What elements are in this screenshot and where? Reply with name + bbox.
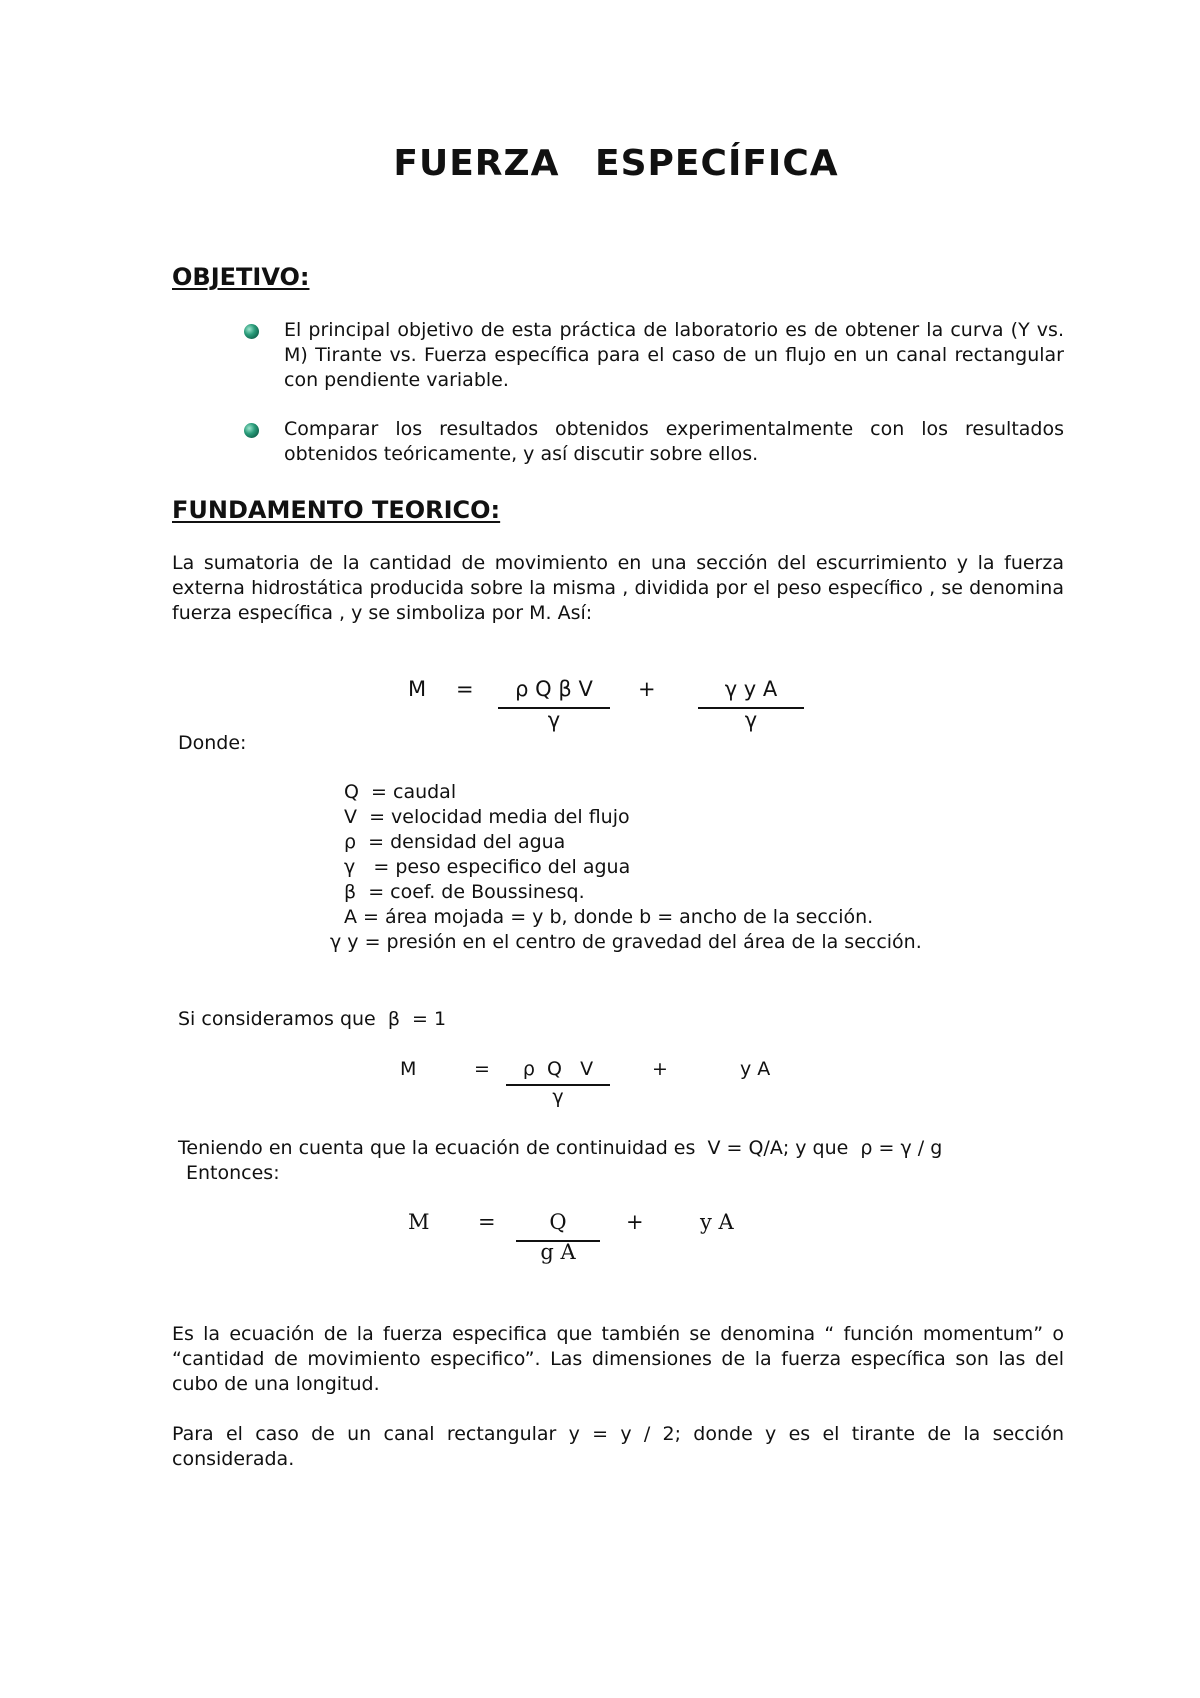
eq1-denominator-1: γ: [547, 708, 561, 732]
definition-item: V = velocidad media del flujo: [344, 806, 630, 828]
fundamento-heading: FUNDAMENTO TEORICO:: [172, 496, 501, 524]
rectangular-paragraph: Para el caso de un canal rectangular y = y / 2; donde y es el tirante de la sección considerada.: [172, 1423, 1064, 1470]
page-title: FUERZA ESPECÍFICA: [393, 143, 839, 184]
fundamento-intro: La sumatoria de la cantidad de movimiento en una sección del escurrimiento y la fuerza externa hidrostática producida sobre la misma , dividida por el peso específico , se denomina fuerza específica , y se simboliza por M. Así:: [172, 552, 1064, 624]
definition-item: Q = caudal: [344, 781, 457, 803]
eq3-numerator: Q: [549, 1210, 567, 1234]
eq1-equals: =: [456, 677, 474, 701]
objetivo-bullet-2: Comparar los resultados obtenidos experimentalmente con los resultados obtenidos teóricamente, y así discutir sobre ellos.: [284, 418, 1064, 465]
definition-item: ρ = densidad del agua: [344, 831, 566, 853]
continuity-text: Teniendo en cuenta que la ecuación de continuidad es V = Q/A; y que ρ = γ / g: [178, 1137, 943, 1159]
entonces-label: Entonces:: [186, 1162, 280, 1184]
conclusion-paragraph: Es la ecuación de la fuerza especifica que también se denomina “ función momentum” o “cantidad de movimiento especifico”. Las dimensiones de la fuerza específica son las del cubo de una longitud.: [172, 1323, 1064, 1395]
definition-item: γ = peso especifico del agua: [344, 856, 631, 878]
bullet-icon: [244, 324, 259, 339]
eq3-term: y A: [700, 1210, 734, 1234]
donde-label: Donde:: [178, 732, 247, 754]
eq1-numerator-2: γ y A: [724, 677, 778, 701]
objetivo-heading: OBJETIVO:: [172, 263, 310, 291]
eq1-denominator-2: γ: [744, 708, 758, 732]
eq2-plus: +: [652, 1058, 668, 1080]
eq2-numerator: ρ Q V: [522, 1058, 594, 1080]
definition-item: γ y = presión en el centro de gravedad del área de la sección.: [330, 931, 922, 953]
eq2-denominator: γ: [552, 1086, 564, 1108]
eq3-denominator: g A: [540, 1240, 576, 1264]
eq1-lhs: M: [408, 677, 427, 701]
eq2-term: y A: [740, 1058, 771, 1080]
eq3-equals: =: [478, 1210, 496, 1234]
eq3-lhs: M: [408, 1210, 430, 1234]
definition-item: A = área mojada = y b, donde b = ancho de la sección.: [344, 906, 874, 928]
objetivo-bullet-1: El principal objetivo de esta práctica de laboratorio es de obtener la curva (Y vs. M) Tirante vs. Fuerza específica para el caso de un flujo en un canal rectangular con pendiente variable.: [284, 319, 1064, 391]
definition-item: β = coef. de Boussinesq.: [344, 881, 585, 903]
eq2-equals: =: [474, 1058, 490, 1080]
bullet-icon: [244, 423, 259, 438]
eq3-plus: +: [626, 1210, 644, 1234]
eq1-plus: +: [638, 677, 656, 701]
eq1-numerator-1: ρ Q β V: [515, 677, 593, 701]
beta-condition: Si consideramos que β = 1: [178, 1008, 447, 1030]
eq2-lhs: M: [400, 1058, 417, 1080]
